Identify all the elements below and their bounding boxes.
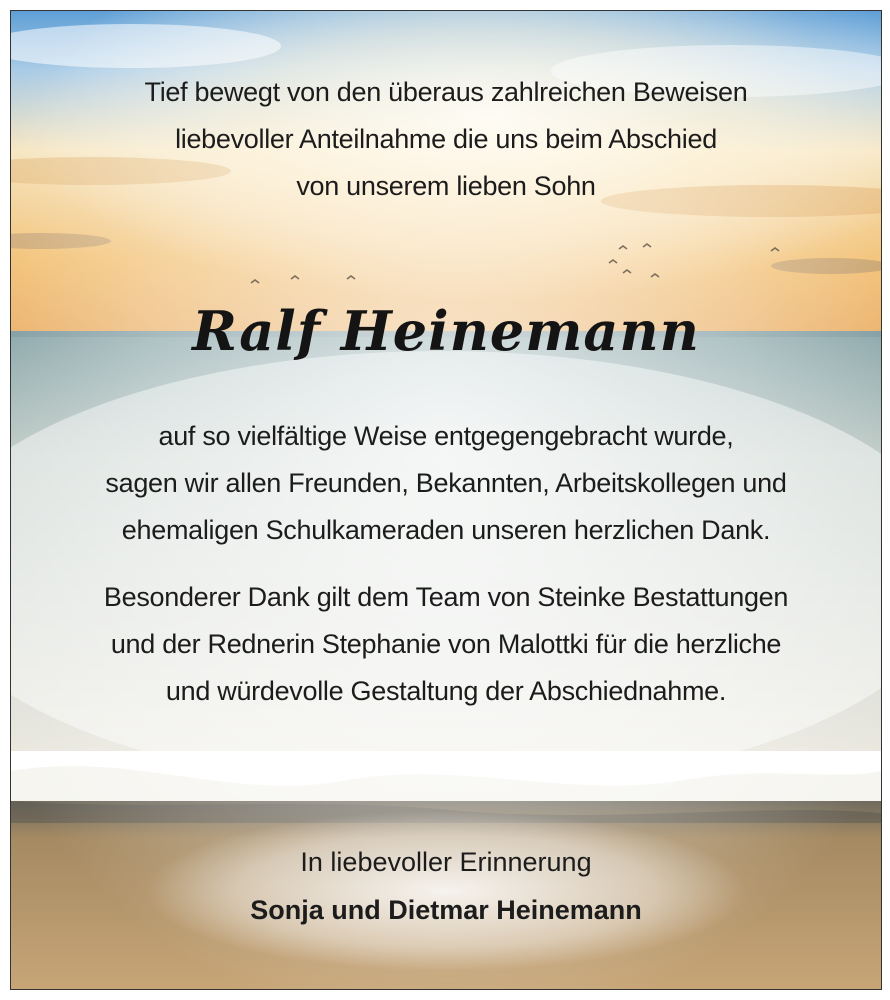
closing-block bbox=[11, 838, 881, 934]
remembrance-line: In liebevoller Erinnerung bbox=[300, 847, 592, 877]
thanks-line-3: ehemaligen Schulkameraden unseren herzlichen Dank. bbox=[121, 515, 771, 545]
thanks-line-1: auf so vielfältige Weise entgegengebracht wurde, bbox=[158, 421, 734, 451]
obituary-text bbox=[11, 11, 881, 989]
intro-paragraph bbox=[11, 69, 881, 210]
special-thanks-paragraph bbox=[11, 574, 881, 715]
deceased-name: Ralf Heinemann bbox=[192, 299, 700, 363]
obituary-card bbox=[10, 10, 882, 990]
intro-line-3: von unserem lieben Sohn bbox=[296, 171, 596, 201]
special-thanks-line-1: Besonderer Dank gilt dem Team von Steinke Bestattungen bbox=[103, 582, 789, 612]
special-thanks-line-2: und der Rednerin Stephanie von Malottki für die herzliche bbox=[110, 629, 782, 659]
thanks-paragraph bbox=[11, 413, 881, 554]
thanks-line-2: sagen wir allen Freunden, Bekannten, Arbeitskollegen und bbox=[105, 468, 787, 498]
signatories: Sonja und Dietmar Heinemann bbox=[250, 895, 642, 925]
special-thanks-line-3: und würdevolle Gestaltung der Abschiednahme. bbox=[165, 676, 727, 706]
intro-line-2: liebevoller Anteilnahme die uns beim Abschied bbox=[175, 124, 717, 154]
intro-line-1: Tief bewegt von den überaus zahlreichen Beweisen bbox=[144, 77, 748, 107]
